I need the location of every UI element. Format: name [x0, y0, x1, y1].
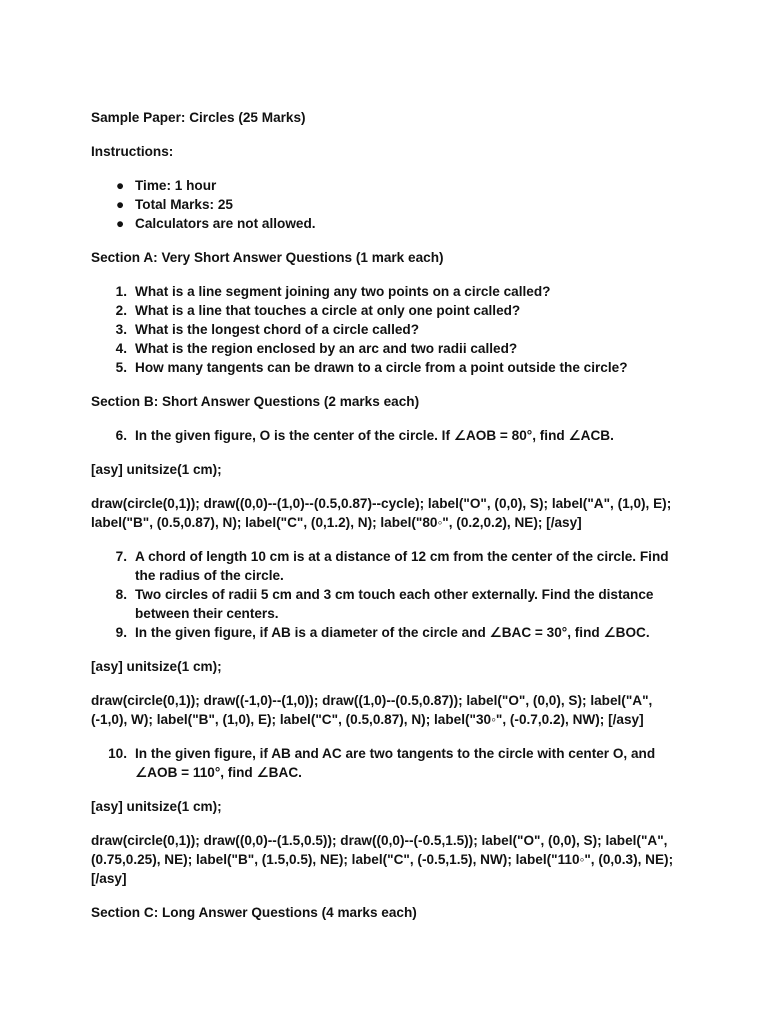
list-item	[91, 176, 681, 195]
question-item	[91, 301, 681, 320]
instruction-text: Total Marks: 25	[135, 197, 233, 212]
question-number: 4.	[115, 341, 127, 356]
asy-code-open: [asy] unitsize(1 cm);	[91, 659, 222, 674]
section-a-questions	[91, 282, 681, 377]
paper-title: Sample Paper: Circles (25 Marks)	[91, 110, 306, 125]
document-page	[91, 108, 681, 922]
question-text: What is a line that touches a circle at only one point called?	[135, 303, 521, 318]
question-number: 5.	[115, 360, 127, 375]
question-number: 8.	[115, 587, 127, 602]
question-text: In the given figure, O is the center of the circle. If ∠AOB = 80°, find ∠ACB.	[135, 428, 614, 443]
question-item	[91, 547, 681, 585]
bullet-icon: ●	[116, 216, 125, 231]
question-item	[91, 358, 681, 377]
question-text: In the given figure, if AB and AC are two tangents to the circle with center O, and ∠AOB = 110°, find ∠BAC.	[135, 746, 656, 780]
question-item	[91, 339, 681, 358]
instructions-heading: Instructions:	[91, 144, 174, 159]
section-b-question-10	[91, 744, 681, 782]
question-text: In the given figure, if AB is a diameter of the circle and ∠BAC = 30°, find ∠BOC.	[135, 625, 650, 640]
section-b-question-6	[91, 426, 681, 445]
question-text: Two circles of radii 5 cm and 3 cm touch each other externally. Find the distance between their centers.	[135, 587, 654, 621]
question-number: 6.	[115, 428, 127, 443]
asy-code-open: [asy] unitsize(1 cm);	[91, 799, 222, 814]
question-number: 3.	[115, 322, 127, 337]
bullet-icon: ●	[116, 178, 125, 193]
question-item	[91, 426, 681, 445]
asy-code-body: draw(circle(0,1)); draw((-1,0)--(1,0)); draw((1,0)--(0.5,0.87)); label("O", (0,0), S); label("A", (-1,0), W); label("B", (1,0), E); label("C", (0.5,0.87), N); label("30◦", (-0.7,0.2), NW); [/asy]	[91, 693, 657, 727]
question-item	[91, 320, 681, 339]
question-text: How many tangents can be drawn to a circle from a point outside the circle?	[135, 360, 628, 375]
question-item	[91, 585, 681, 623]
question-text: A chord of length 10 cm is at a distance of 12 cm from the center of the circle. Find the radius of the circle.	[135, 549, 669, 583]
asy-code-open: [asy] unitsize(1 cm);	[91, 462, 222, 477]
question-item	[91, 623, 681, 642]
question-text: What is a line segment joining any two points on a circle called?	[135, 284, 551, 299]
question-number: 9.	[115, 625, 127, 640]
instruction-text: Time: 1 hour	[135, 178, 217, 193]
list-item	[91, 214, 681, 233]
section-b-questions-7-9	[91, 547, 681, 642]
question-number: 2.	[115, 303, 127, 318]
instructions-list	[91, 176, 681, 233]
list-item	[91, 195, 681, 214]
question-item	[91, 744, 681, 782]
question-item	[91, 282, 681, 301]
question-text: What is the region enclosed by an arc and two radii called?	[135, 341, 518, 356]
asy-code-body: draw(circle(0,1)); draw((0,0)--(1,0)--(0.5,0.87)--cycle); label("O", (0,0), S); label("A", (1,0), E); label("B", (0.5,0.87), N); label("C", (0,1.2), N); label("80◦", (0.2,0.2), NE); [/asy]	[91, 496, 676, 530]
question-number: 10.	[108, 746, 127, 761]
question-number: 7.	[115, 549, 127, 564]
section-a-heading: Section A: Very Short Answer Questions (1 mark each)	[91, 250, 444, 265]
question-number: 1.	[115, 284, 127, 299]
bullet-icon: ●	[116, 197, 125, 212]
section-b-heading: Section B: Short Answer Questions (2 marks each)	[91, 394, 420, 409]
question-text: What is the longest chord of a circle called?	[135, 322, 420, 337]
asy-code-body: draw(circle(0,1)); draw((0,0)--(1.5,0.5)); draw((0,0)--(-0.5,1.5)); label("O", (0,0), S); label("A", (0.75,0.25), NE); label("B", (1.5,0.5), NE); label("C", (-0.5,1.5), NW); label("110◦", (0,0.3), NE); [/asy]	[91, 833, 677, 886]
section-c-heading: Section C: Long Answer Questions (4 marks each)	[91, 905, 417, 920]
instruction-text: Calculators are not allowed.	[135, 216, 316, 231]
